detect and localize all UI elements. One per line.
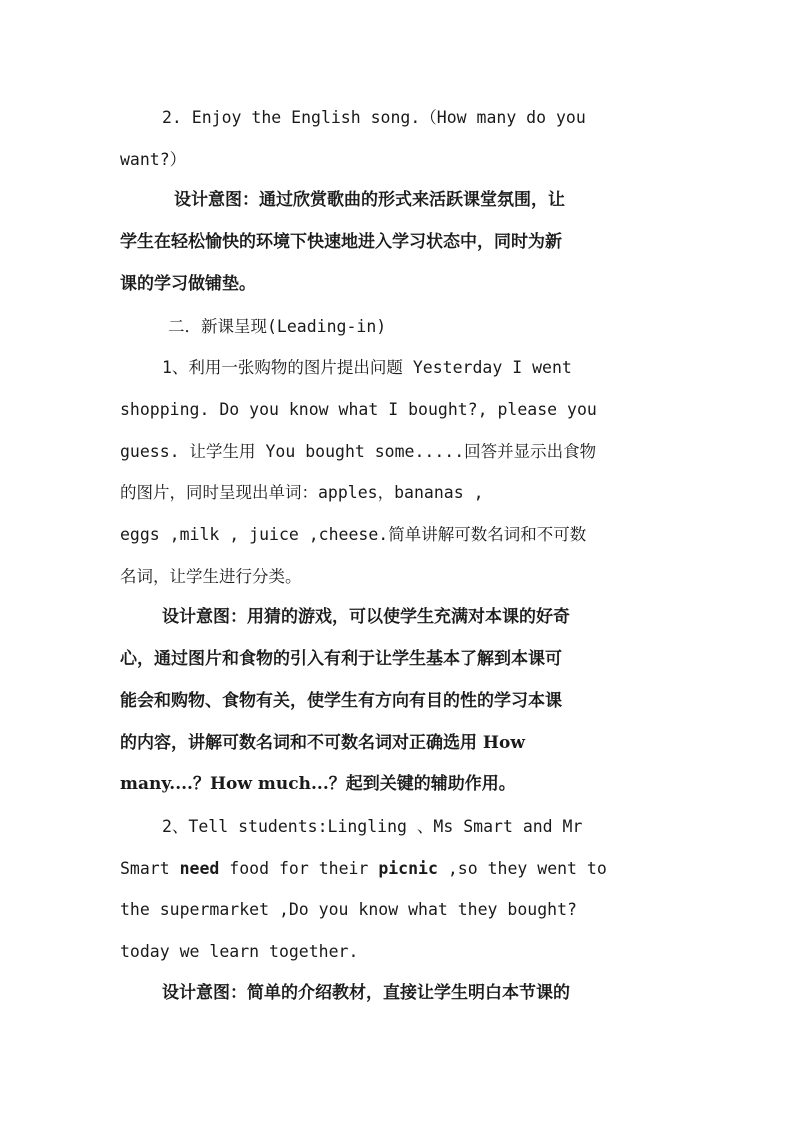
design-intent-2-line5: many....？How much...？起到关键的辅助作用。 bbox=[120, 774, 516, 795]
design-intent-2-line1: 设计意图：用猜的游戏，可以使学生充满对本课的好奇 bbox=[162, 607, 570, 628]
text-run: food for their bbox=[219, 858, 379, 878]
leading-in-1-line2: shopping. Do you know what I bought?, please you bbox=[120, 399, 597, 419]
leading-in-1-line5: eggs ,milk , juice ,cheese.简单讲解可数名词和不可数 bbox=[120, 525, 587, 545]
leading-in-1-line1: 1、利用一张购物的图片提出问题 Yesterday I went bbox=[162, 358, 572, 378]
paragraph-song-line2: want?） bbox=[120, 149, 187, 169]
design-intent-1-line3: 课的学习做铺垫。 bbox=[120, 273, 256, 294]
design-intent-1-line2: 学生在轻松愉快的环境下快速地进入学习状态中，同时为新 bbox=[120, 232, 562, 253]
leading-in-1-line3: guess. 让学生用 You bought some.....回答并显示出食物 bbox=[120, 441, 597, 461]
leading-in-1-line6: 名词，让学生进行分类。 bbox=[120, 566, 302, 586]
design-intent-2-line3: 能会和购物、食物有关，使学生有方向有目的性的学习本课 bbox=[120, 690, 562, 711]
text-run: ,so they went to bbox=[437, 858, 607, 878]
design-intent-2-line2: 心，通过图片和食物的引入有利于让学生基本了解到本课可 bbox=[120, 649, 562, 670]
bold-word-picnic: picnic bbox=[378, 858, 438, 878]
document-page bbox=[120, 97, 676, 1014]
leading-in-2-line2 bbox=[120, 848, 676, 890]
design-intent-3-line1: 设计意图：简单的介绍教材，直接让学生明白本节课的 bbox=[162, 982, 570, 1003]
text-run: Smart bbox=[120, 858, 180, 878]
leading-in-2-line3: the supermarket ,Do you know what they bought? bbox=[120, 900, 577, 920]
leading-in-2-line4: today we learn together. bbox=[120, 942, 359, 962]
leading-in-2-line1: 2、Tell students:Lingling 、Ms Smart and Mr bbox=[162, 816, 583, 836]
leading-in-1-line4: 的图片，同时呈现出单词：apples，bananas , bbox=[120, 483, 484, 503]
bold-word-need: need bbox=[179, 858, 220, 878]
design-intent-1-line1: 设计意图：通过欣赏歌曲的形式来活跃课堂氛围，让 bbox=[174, 190, 565, 211]
section-heading-new-lesson: 二．新课呈现(Leading-in) bbox=[168, 316, 387, 336]
paragraph-song-line1: 2. Enjoy the English song.（How many do you bbox=[162, 108, 586, 127]
design-intent-2-line4: 的内容，讲解可数名词和不可数名词对正确选用 How bbox=[120, 732, 525, 753]
